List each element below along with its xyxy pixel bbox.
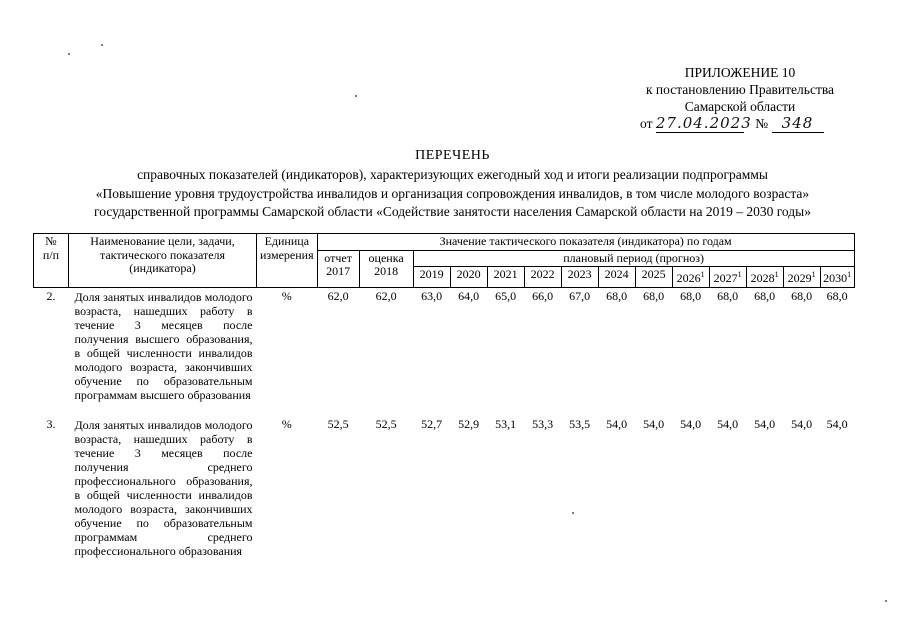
planned-value: 52,9 (458, 416, 480, 431)
header-name: Наименование цели, задачи, тактического показателя (индикатора) (69, 234, 257, 288)
header-year-label: 2023 (567, 267, 592, 281)
planned-value: 53,3 (532, 416, 554, 431)
scan-speck (885, 600, 887, 602)
region-label: Самарской области (684, 99, 796, 114)
header-estimate (359, 250, 413, 287)
footnote-marker: 1 (774, 270, 779, 279)
planned-value: 54,0 (717, 416, 739, 431)
header-year-label: 2024 (604, 267, 629, 281)
footnote-marker: 1 (700, 270, 705, 279)
planned-value: 54,0 (826, 416, 848, 431)
scan-speck (68, 53, 70, 55)
indicator-name: Доля занятых инвалидов молодого возраста, нашедших работу в течение 3 месяцев после получения высшего образования, в общей численности инвалидов молодого возраста, закончивших обучение по образовательным программам высшего образования (74, 289, 253, 402)
footnote-marker: 1 (847, 270, 852, 279)
planned-value: 54,0 (754, 416, 776, 431)
header-year (709, 267, 746, 288)
header-year (450, 267, 487, 288)
header-year (746, 267, 783, 288)
table-row (34, 416, 855, 572)
date-value: 27.04.2023 (655, 114, 752, 132)
header-unit: Единица измерения (257, 234, 318, 288)
planned-value: 66,0 (532, 288, 554, 303)
header-year-label: 2027 (713, 271, 738, 285)
planned-value: 68,0 (606, 288, 628, 303)
header-estimate-label: оценка (368, 250, 404, 265)
header-year (561, 267, 598, 288)
planned-value: 54,0 (643, 416, 665, 431)
planned-value: 54,0 (680, 416, 702, 431)
estimate-2018-value: 52,5 (375, 416, 397, 431)
header-year-label: 2025 (641, 267, 666, 281)
number-value: 348 (772, 115, 824, 133)
header-num: № п/п (34, 234, 69, 288)
document-title: ПЕРЕЧЕНЬ (415, 148, 490, 163)
header-values: Значение тактического показателя (индикатора) по годам (317, 234, 854, 251)
header-year (820, 267, 854, 288)
row-number: 3. (46, 416, 56, 431)
report-2017-value: 62,0 (327, 288, 349, 303)
resolution-label: к постановлению Правительства (645, 82, 835, 97)
planned-value: 52,7 (421, 416, 443, 431)
header-year-label: 2020 (456, 267, 481, 281)
indicators-table (33, 233, 855, 572)
planned-value: 68,0 (680, 288, 702, 303)
estimate-2018-value: 62,0 (375, 288, 397, 303)
date-number-line (620, 115, 860, 133)
header-year (783, 267, 820, 288)
unit-cell: % (281, 288, 292, 303)
header-year (672, 267, 709, 288)
indicator-name: Доля занятых инвалидов молодого возраста, нашедших работу в течение 3 месяцев после получения среднего профессионального образования, в общей численности инвалидов молодого возраста, закончивших обучение по образовательным программам среднего профессионального образования (74, 417, 253, 558)
header-year-label: 2022 (530, 267, 555, 281)
approval-block (620, 64, 860, 133)
planned-value: 53,1 (495, 416, 517, 431)
header-year (413, 267, 450, 288)
planned-value: 67,0 (569, 288, 591, 303)
footnote-marker: 1 (811, 270, 816, 279)
planned-value: 54,0 (791, 416, 813, 431)
planned-value: 68,0 (717, 288, 739, 303)
report-2017-value: 52,5 (327, 416, 349, 431)
header-report-label: отчет (324, 250, 352, 265)
planned-value: 68,0 (826, 288, 848, 303)
header-year (635, 267, 672, 288)
number-prefix: № (755, 116, 769, 131)
header-year-label: 2028 (750, 271, 775, 285)
planned-value: 68,0 (791, 288, 813, 303)
header-year-label: 2019 (419, 267, 444, 281)
scan-speck (355, 95, 357, 97)
date-prefix: от (640, 116, 653, 131)
document-subtitle (30, 166, 875, 222)
header-year (487, 267, 524, 288)
footnote-marker: 1 (737, 270, 742, 279)
subtitle-line: государственной программы Самарской области «Содействие занятости населения Самарской области на 2019 – 2030 годы» (94, 204, 811, 219)
planned-value: 68,0 (643, 288, 665, 303)
header-estimate-year: 2018 (374, 264, 399, 278)
appendix-label: ПРИЛОЖЕНИЕ 10 (684, 65, 796, 80)
table-row (34, 287, 855, 416)
scan-speck (101, 44, 103, 46)
planned-value: 63,0 (421, 288, 443, 303)
planned-value: 54,0 (606, 416, 628, 431)
planned-value: 53,5 (569, 416, 591, 431)
row-number: 2. (46, 288, 56, 303)
header-planned: плановый период (прогноз) (413, 250, 854, 267)
header-year-label: 2030 (823, 271, 848, 285)
subtitle-line: справочных показателей (индикаторов), характеризующих ежегодный ход и итоги реализации подпрограммы (137, 167, 768, 182)
planned-value: 68,0 (754, 288, 776, 303)
unit-cell: % (281, 416, 292, 431)
header-report (317, 250, 359, 287)
planned-value: 65,0 (495, 288, 517, 303)
subtitle-line: «Повышение уровня трудоустройства инвалидов и организация сопровождения инвалидов, в том числе молодого возраста» (95, 185, 810, 201)
header-year-label: 2026 (676, 271, 701, 285)
header-year (524, 267, 561, 288)
planned-value: 64,0 (458, 288, 480, 303)
header-year-label: 2021 (493, 267, 518, 281)
table-body (34, 287, 855, 572)
header-year (598, 267, 635, 288)
header-year-label: 2029 (787, 271, 812, 285)
header-report-year: 2017 (326, 264, 351, 278)
